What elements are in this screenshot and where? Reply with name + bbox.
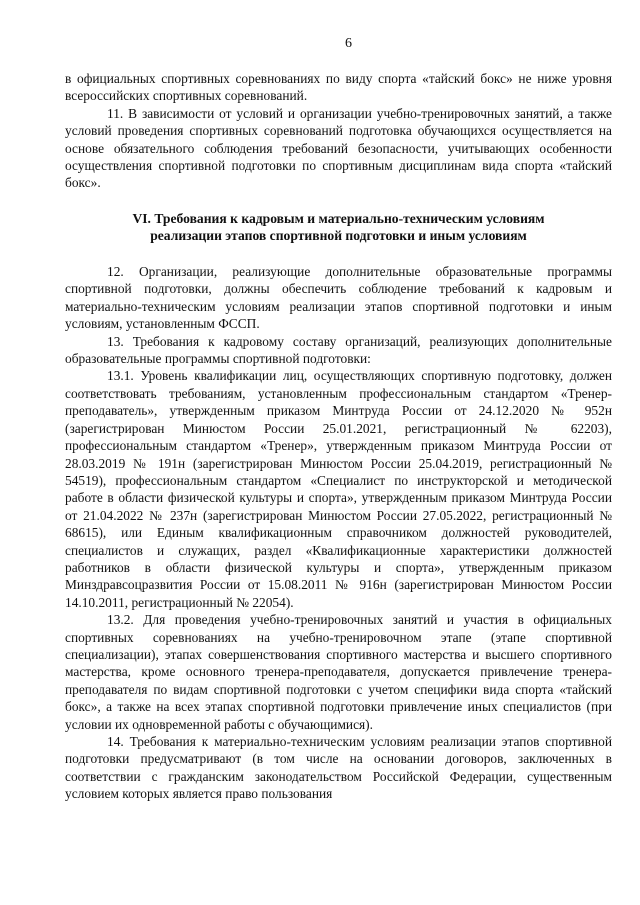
paragraph-13-2: 13.2. Для проведения учебно-тренировочных занятий и участия в официальных спортивных соревнованиях на учебно-тренировочном этапе (этапе спортивной специализации), этапах совершенствования спортивного мастерства и высшего спортивного мастерства, кроме основного тренера-преподавателя, допускается привлечение тренера-преподавателя по видам спортивной подготовки с учетом специфики вида спорта «тайский бокс», а также на всех этапах спортивной подготовки привлечение иных специалистов (при условии их одновременной работы с обучающимися). [65, 612, 612, 732]
paragraph-continuation: в официальных спортивных соревнованиях по виду спорта «тайский бокс» не ниже уровня всероссийских спортивных соревнований. [65, 71, 612, 104]
paragraph-13: 13. Требования к кадровому составу организаций, реализующих дополнительные образовательные программы спортивной подготовки: [65, 333, 612, 367]
paragraph-14: 14. Требования к материально-техническим условиям реализации этапов спортивной подготовки предусматривают (в том числе на основании договоров, заключенных в соответствии с гражданским законодательством Российской Федерации, существенным условием которых является право пользования [65, 734, 612, 802]
section-heading-line-2: реализации этапов спортивной подготовки и иным условиям [150, 228, 527, 244]
paragraph-11: 11. В зависимости от условий и организации учебно-тренировочных занятий, а также условий проведения спортивных соревнований подготовка обучающихся осуществляется на основе обязательного соблюдения требований безопасности, учитывающих особенности осуществления спортивной подготовки по спортивным дисциплинам вида спорта «тайский бокс». [65, 105, 612, 191]
page-number: 6 [345, 36, 352, 51]
section-heading-vi [65, 210, 612, 245]
paragraph-13-1: 13.1. Уровень квалификации лиц, осуществляющих спортивную подготовку, должен соответствовать требованиям, установленным профессиональным стандартом «Тренер-преподаватель», утвержденным приказом Минтруда России от 24.12.2020 № 952н (зарегистрирован Минюстом России 25.01.2021, регистрационный № 62203), профессиональным стандартом «Тренер», утвержденным приказом Минтруда России от 28.03.2019 № 191н (зарегистрирован Минюстом России 25.04.2019, регистрационный № 54519), профессиональным стандартом «Специалист по инструкторской и методической работе в области физической культуры и спорта», утвержденным приказом Минтруда России от 21.04.2022 № 237н (зарегистрирован Минюстом России 27.05.2022, регистрационный № 68615), или Единым квалификационным справочником должностей руководителей, специалистов и служащих, раздел «Квалификационные характеристики должностей работников в области физической культуры и спорта», утвержденным приказом Минздравсоцразвития России от 15.08.2011 № 916н (зарегистрирован Минюстом России 14.10.2011, регистрационный № 22054). [65, 368, 612, 610]
section-heading-line-1: VI. Требования к кадровым и материально-техническим условиям [132, 210, 545, 226]
paragraph-12: 12. Организации, реализующие дополнительные образовательные программы спортивной подготовки, должны обеспечить соблюдение требований к кадровым и материально-техническим условиям реализации этапов спортивной подготовки и иным условиям, установленным ФССП. [65, 264, 612, 332]
